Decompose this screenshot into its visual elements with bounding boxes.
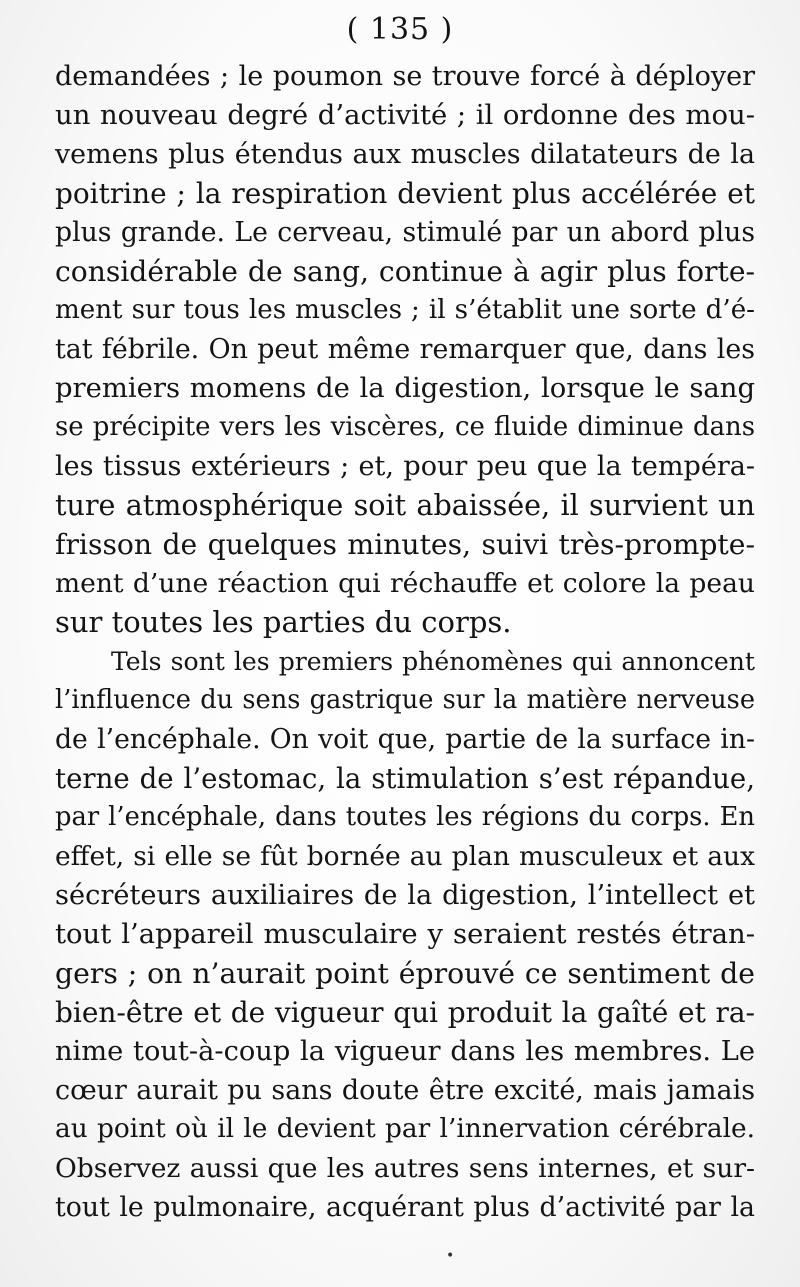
- text-line: ment sur tous les muscles ; il s’établit une sorte d’é-: [55, 295, 755, 325]
- text-line: frisson de quelques minutes, suivi très-prompte-: [55, 528, 755, 561]
- text-line: tat fébrile. On peut même remarquer que, dans les: [55, 334, 755, 365]
- text-line: sécréteurs auxiliaires de la digestion, l’intellect et: [55, 880, 755, 911]
- text-line: ture atmosphérique soit abaissée, il survient un: [55, 488, 755, 522]
- text-line: plus grande. Le cerveau, stimulé par un abord plus: [55, 217, 755, 248]
- text-line: gers ; on n’aurait point éprouvé ce sentiment de: [55, 957, 755, 990]
- paragraph-end-line: sur toutes les parties du corps.: [55, 605, 512, 639]
- text-line: demandées ; le poumon se trouve forcé à déployer: [55, 61, 755, 92]
- body-text: [55, 57, 755, 1227]
- text-line: vemens plus étendus aux muscles dilatateurs de la: [55, 139, 755, 170]
- text-line: au point où il le devient par l’innervation cérébrale.: [55, 1114, 755, 1144]
- text-line: se précipite vers les viscères, ce fluide diminue dans: [55, 412, 755, 442]
- text-line: Observez aussi que les autres sens internes, et sur-: [55, 1153, 755, 1184]
- text-line: ment d’une réaction qui réchauffe et colore la peau: [55, 568, 755, 599]
- text-line: terne de l’estomac, la stimulation s’est répandue,: [55, 762, 755, 795]
- text-line: par l’encéphale, dans toutes les régions du corps. En: [55, 802, 755, 832]
- text-line: premiers momens de la digestion, lorsque le sang: [55, 373, 755, 404]
- text-line: un nouveau degré d’activité ; il ordonne des mou-: [55, 100, 755, 131]
- text-line: cœur aurait pu sans doute être excité, mais jamais: [55, 1075, 755, 1106]
- page-number: ( 135 ): [346, 12, 454, 47]
- text-line: tout le pulmonaire, acquérant plus d’activité par la: [55, 1192, 755, 1223]
- text-line: bien-être et de vigueur qui produit la gaîté et ra-: [55, 996, 755, 1029]
- text-line: effet, si elle se fût bornée au plan musculeux et aux: [55, 841, 755, 872]
- text-line: nime tout-à-coup la vigueur dans les membres. Le: [55, 1036, 755, 1067]
- printer-mark: •: [446, 1248, 455, 1264]
- paragraph-start-line: Tels sont les premiers phénomènes qui annoncent: [111, 647, 755, 676]
- text-line: considérable de sang, continue à agir plus forte-: [55, 255, 755, 288]
- text-line: de l’encéphale. On voit que, partie de la surface in-: [55, 724, 755, 755]
- text-line: poitrine ; la respiration devient plus accélérée et: [55, 177, 755, 210]
- text-line: les tissus extérieurs ; et, pour peu que la tempéra-: [55, 451, 755, 482]
- text-line: tout l’appareil musculaire y seraient restés étran-: [55, 919, 755, 950]
- text-line: l’influence du sens gastrique sur la matière nerveuse: [55, 685, 755, 715]
